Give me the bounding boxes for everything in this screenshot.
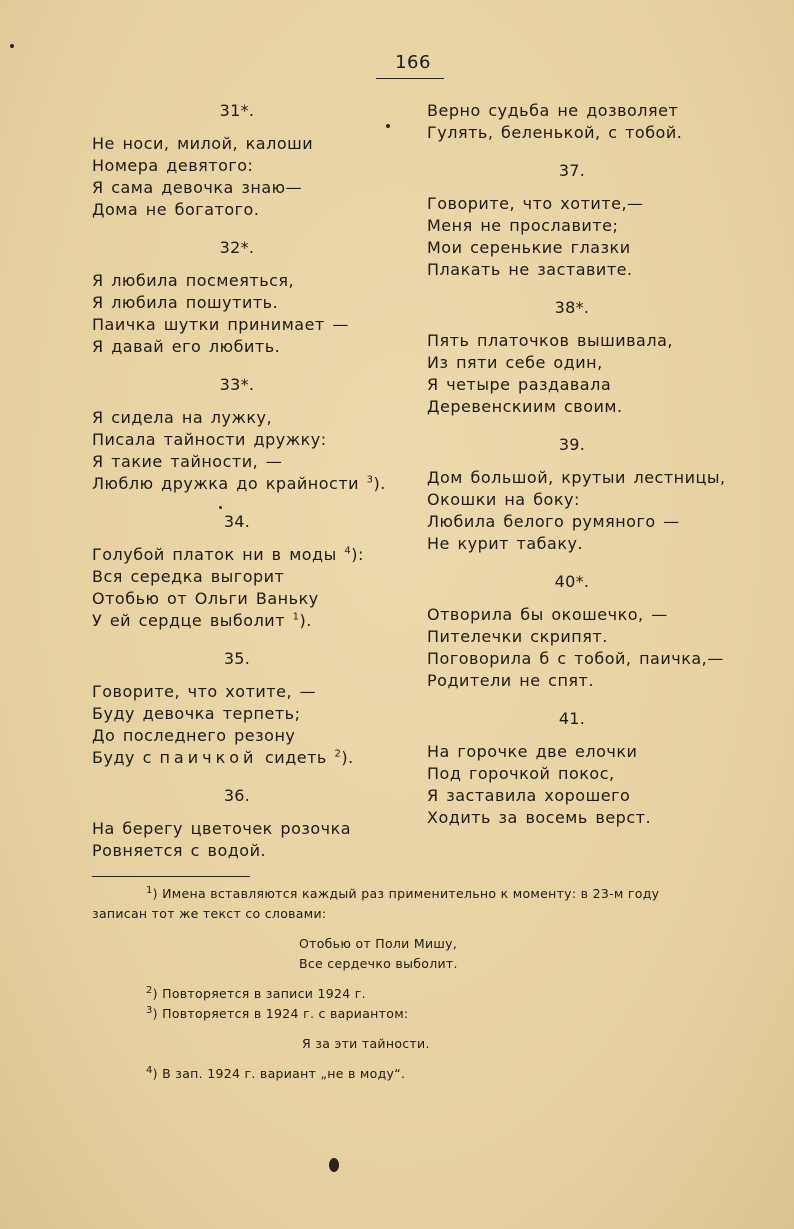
verse-line: Под горочкой покос, [427, 764, 615, 783]
verse-line: Люблю дружка до крайности $^3$). [92, 474, 386, 493]
verse-line: Номера девятого: [92, 156, 254, 175]
verse-line: Не курит табаку. [427, 534, 584, 553]
stanza-number: 37. [558, 161, 586, 180]
verse-line: Из пяти себе один, [427, 353, 603, 372]
stanza-41 [427, 708, 757, 829]
stanza-39 [427, 434, 757, 555]
footnote-4: $^4$) В зап. 1924 г. вариант „не в моду“. [146, 1064, 406, 1081]
stanza-number: 35. [223, 649, 251, 668]
verse-line: Паичка шутки принимает — [92, 315, 349, 334]
ink-speck [329, 1158, 339, 1172]
verse-line: До последнего резону [92, 726, 296, 745]
stanza-number: 40*. [554, 572, 590, 591]
verse-line: Вся середка выгорит [92, 567, 285, 586]
verse-line: Дом большой, крутыи лестницы, [427, 468, 726, 487]
stanza-35 [92, 648, 422, 769]
verse-line: Не носи, милой, калоши [92, 134, 314, 153]
footnote-1-quote: Отобью от Поли Мишу, [299, 936, 458, 951]
stanza-37 [427, 160, 757, 281]
stanza-number: 38*. [554, 298, 590, 317]
verse-line: Верно судьба не дозволяет [427, 101, 679, 120]
verse-line: Я сама девочка знаю— [92, 178, 303, 197]
verse-line: Я давай его любить. [92, 337, 281, 356]
stanza-36-continuation [427, 100, 757, 144]
verse-line: Гулять, беленькой, с тобой. [427, 123, 683, 142]
footnote-1-continued: записан тот же текст со словами: [92, 906, 327, 921]
page-number-rule [376, 78, 444, 79]
verse-line: Плакать не заставите. [427, 260, 633, 279]
stanza-number: 32*. [219, 238, 255, 257]
verse-line: Пителечки скрипят. [427, 627, 608, 646]
footnote-3: $^3$) Повторяется в 1924 г. с вариантом: [146, 1004, 409, 1021]
verse-line: На горочке две елочки [427, 742, 638, 761]
verse-line: Я сидела на лужку, [92, 408, 273, 427]
stanza-34 [92, 511, 422, 632]
verse-line: Деревенскиим своим. [427, 397, 623, 416]
verse-line: Я заставила хорошего [427, 786, 631, 805]
verse-line: Писала тайности дружку: [92, 430, 327, 449]
footnote-ref: 2 [334, 748, 342, 760]
verse-line: Отобью от Ольги Ваньку [92, 589, 319, 608]
stanza-number: 31*. [219, 101, 255, 120]
ink-speck [386, 124, 390, 128]
verse-line: Дома не богатого. [92, 200, 260, 219]
emphasized-word: паичкой [159, 748, 258, 767]
footnotes [92, 884, 752, 1084]
page-number: 166 [395, 52, 431, 73]
stanza-number: 34. [223, 512, 251, 531]
verse-line: Ровняется с водой. [92, 841, 267, 860]
verse-line: Пять платочков вышивала, [427, 331, 673, 350]
footnote-ref: 4 [344, 545, 352, 557]
verse-line: Мои серенькие глазки [427, 238, 631, 257]
right-column [427, 100, 757, 829]
verse-line: Любила белого румяного — [427, 512, 680, 531]
verse-line: Голубой платок ни в моды $^4$): [92, 545, 364, 564]
verse-line: Я такие тайности, — [92, 452, 283, 471]
stanza-32 [92, 237, 422, 358]
stanza-number: 39. [558, 435, 586, 454]
stanza-31 [92, 100, 422, 221]
verse-line: Я четыре раздавала [427, 375, 612, 394]
ink-speck [219, 506, 222, 509]
verse-line: Говорите, что хотите,— [427, 194, 644, 213]
verse-line: Я любила пошутить. [92, 293, 279, 312]
stanza-number: 33*. [219, 375, 255, 394]
verse-line: У ей сердце выболит $^1$). [92, 611, 312, 630]
verse-line: Ходить за восемь верст. [427, 808, 652, 827]
left-column [92, 100, 422, 862]
verse-line: Я любила посмеяться, [92, 271, 295, 290]
verse-line: Окошки на боку: [427, 490, 580, 509]
verse-line: Меня не прославите; [427, 216, 619, 235]
stanza-38 [427, 297, 757, 418]
verse-line: Родители не спят. [427, 671, 594, 690]
footnote-divider [92, 876, 250, 877]
stanza-36 [92, 785, 422, 862]
ink-speck [10, 44, 14, 48]
stanza-40 [427, 571, 757, 692]
stanza-33 [92, 374, 422, 495]
verse-line: Отворила бы окошечко, — [427, 605, 668, 624]
verse-line: Поговорила б с тобой, паичка,— [427, 649, 724, 668]
stanza-number: 36. [223, 786, 251, 805]
footnote-1-quote: Все сердечко выболит. [299, 956, 458, 971]
stanza-number: 41. [558, 709, 586, 728]
verse-line: Говорите, что хотите, — [92, 682, 317, 701]
footnote-3-quote: Я за эти тайности. [302, 1036, 430, 1051]
footnote-ref: 1 [292, 611, 300, 623]
verse-line: Буду девочка терпеть; [92, 704, 301, 723]
footnote-1: $^1$) Имена вставляются каждый раз применительно к моменту: в 23-м году [146, 884, 660, 901]
verse-line: На берегу цветочек розочка [92, 819, 352, 838]
footnote-ref: 3 [366, 474, 374, 486]
footnote-2: $^2$) Повторяется в записи 1924 г. [146, 984, 366, 1001]
verse-line: Буду с паичкой сидеть $^2$). [92, 748, 354, 767]
